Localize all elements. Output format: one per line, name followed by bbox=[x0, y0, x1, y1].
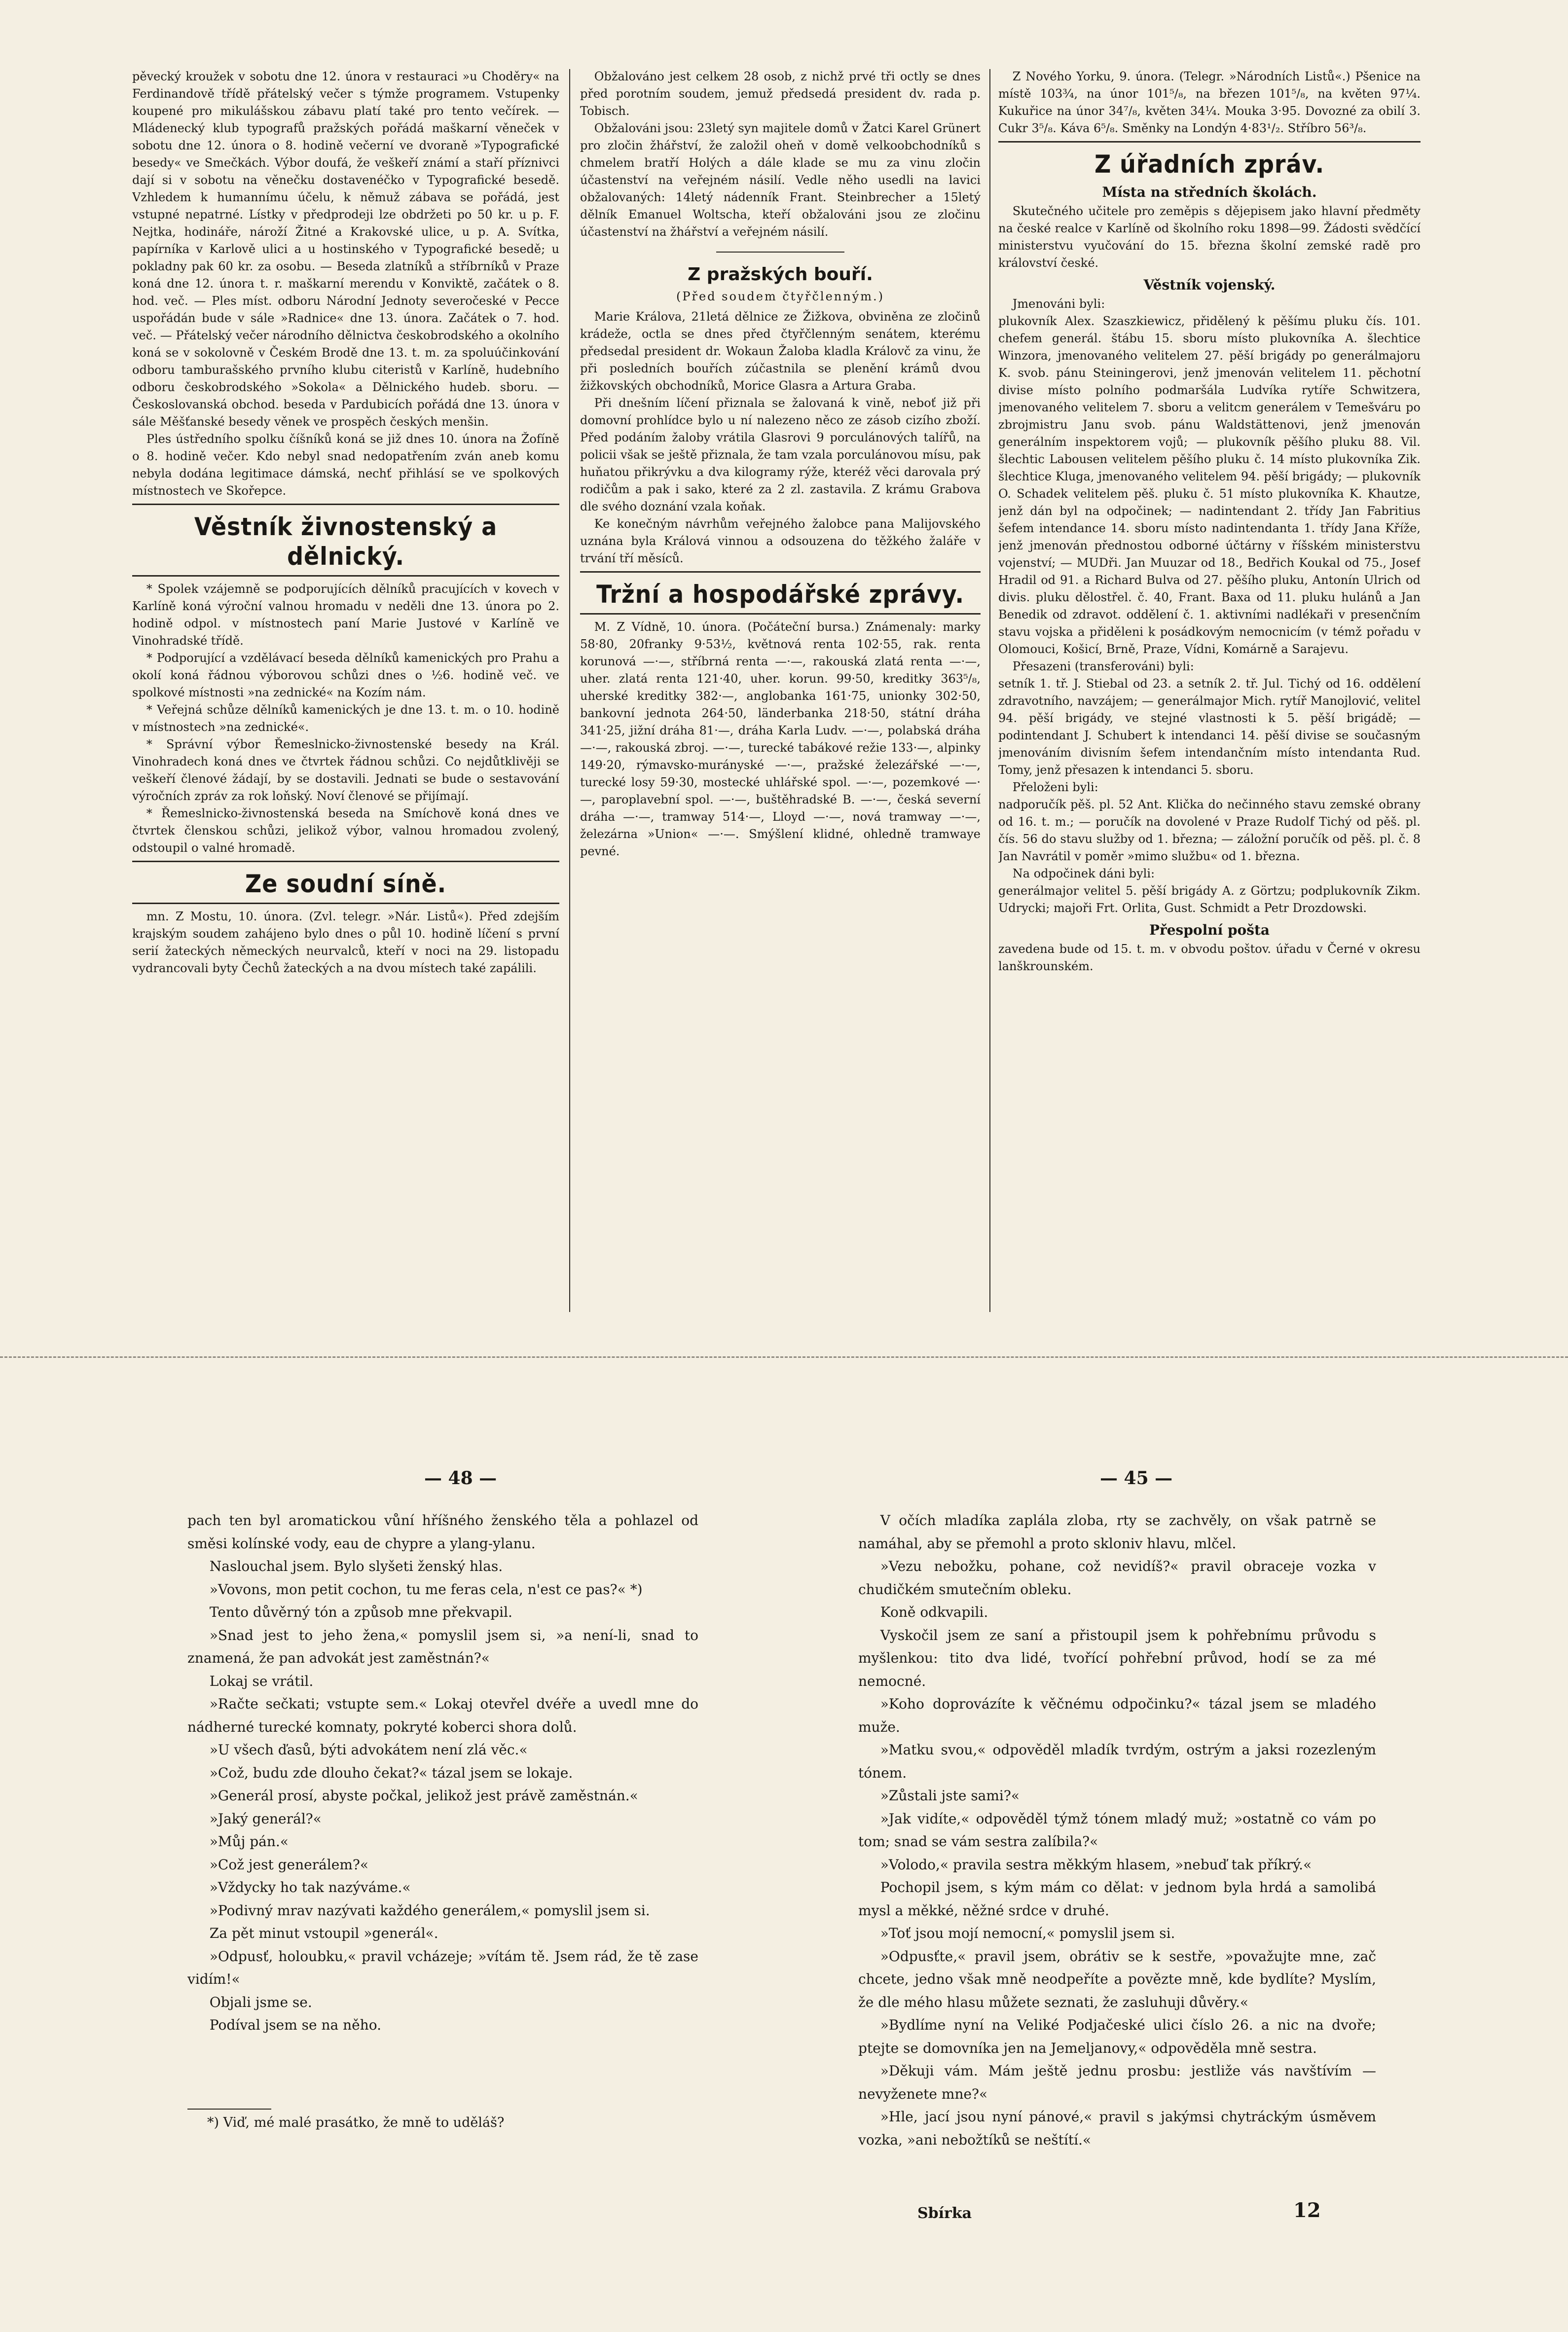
signature-number: 12 bbox=[1293, 2199, 1321, 2222]
subheading-post: Přespolní pošta bbox=[1149, 922, 1270, 938]
column-2 bbox=[580, 68, 981, 1331]
novel-paragraph: »Jaký generál?« bbox=[209, 1810, 322, 1827]
novel-paragraph: V očích mladíka zaplála zloba, rty se zachvěly, on však patrně se namáhal, aby se přemohl a proto skloniv hlavu, mlčel. bbox=[858, 1512, 1376, 1552]
trades-item: * Spolek vzájemně se podporujících dělníků pracujících v kovech v Karlíně koná výroční valnou hromadu v neděli dne 13. února po 2. hodině odpol. v místnostech paní Marie Justové v Karlíně ve Vinohradské třídě. bbox=[132, 582, 559, 648]
military-text: nadporučík pěš. pl. 52 Ant. Klička do nečinného stavu zemské obrany od 16. t. m.; — poručík na dovolené v Praze Rudolf Tichý od pěš. pl. čís. 56 do stavu služby od 1. března; — záložní poručík od pěš. pl. č. 8 Jan Navrátil v poměr »mimo službu« od 1. března. bbox=[998, 798, 1421, 863]
novel-paragraph: »Jak vidíte,« odpověděl týmž tónem mladý muž; »ostatně co vám po tom; snad se vám sestra zalíbila?« bbox=[858, 1810, 1376, 1850]
section-rule bbox=[580, 571, 981, 573]
novel-paragraph: »Zůstali jste sami?« bbox=[880, 1787, 1020, 1804]
section-heading-court: Ze soudní síně. bbox=[245, 870, 447, 898]
riots-text: Marie Králova, 21letá dělnice ze Žižkova, obviněna ze zločinů krádeže, octla se dnes před čtyřčlenným senátem, kterému předsedal president dr. Wokaun Žaloba kladla Královč za vinu, že při posledních bouřích zúčastnila se plenění krámů dvou žižkovských obchodníků, Morice Glasra a Artura Graba. bbox=[580, 310, 981, 393]
column-1 bbox=[132, 68, 559, 1331]
military-label: Přeloženi byli: bbox=[1012, 780, 1098, 794]
military-text: generálmajor velitel 5. pěší brigády A. z Görtzu; podplukovník Zikm. Udrycki; majoři Frt. Orlita, Gust. Schmidt a Petr Drozdowski. bbox=[998, 884, 1421, 915]
footnote-rule bbox=[187, 2109, 271, 2110]
section-rule bbox=[132, 903, 559, 904]
novel-paragraph: »Děkuji vám. Mám ještě jednu prosbu: jestliže vás navštívím — nevyženete mne?« bbox=[858, 2063, 1376, 2102]
novel-paragraph: Tento důvěrný tón a způsob mne překvapil. bbox=[209, 1604, 512, 1620]
novel-paragraph: Pochopil jsem, s kým mám co dělat: v jednom byla hrdá a samolibá mysl a měkké, něžné srdce v druhé. bbox=[858, 1879, 1376, 1919]
section-rule bbox=[132, 575, 559, 577]
riots-text: Ke konečným návrhům veřejného žalobce pana Malijovského uznána byla Králová vinnou a odsouzena do těžkého žaláře v trvání tří měsíců. bbox=[580, 517, 981, 565]
novel-paragraph: »Vždycky ho tak nazýváme.« bbox=[209, 1879, 411, 1895]
military-label: Jmenováni byli: bbox=[1012, 297, 1105, 311]
novel-paragraph: »Volodo,« pravila sestra měkkým hlasem, »nebuď tak příkrý.« bbox=[880, 1856, 1312, 1873]
trades-item: * Správní výbor Řemeslnicko-živnostenské besedy na Král. Vinohradech koná dnes ve čtvrtek řádnou schůzi. Co nejdůtklivěji se veškeří členové žádají, by se dostavili. Jednati se bude o sestavování výročních zpráv za rok loňský. Noví členové se přijímají. bbox=[132, 737, 559, 803]
post-text: zavedena bude od 15. t. m. v obvodu poštov. úřadu v Černé v okresu lanškrounském. bbox=[998, 942, 1421, 973]
novel-paragraph: »Hle, jací jsou nyní pánové,« pravil s jakýmsi chytráckým úsměvem vozka, »ani nebožtíků se neštítí.« bbox=[858, 2109, 1376, 2148]
schools-text: Skutečného učitele pro zeměpis s dějepisem jako hlavní předměty na české realce v Karlíně od školního roku 1898—99. Žádosti svědčící ministerstvu vyučování do 15. března školní zemské radě pro království české. bbox=[998, 204, 1421, 270]
military-label: Přesazeni (transferováni) byli: bbox=[1012, 659, 1194, 673]
novel-paragraph: »Odpusť, holoubku,« pravil vcházeje; »vítám tě. Jsem rád, že tě zase vidím!« bbox=[187, 1948, 698, 1987]
trades-item: * Řemeslnicko-živnostenská beseda na Smíchově koná dnes ve čtvrtek členskou schůzi, jelikož výbor, valnou hromadou zvolený, odstoupil o valné hromadě. bbox=[132, 806, 559, 855]
page-number-left: — 48 — bbox=[424, 1468, 497, 1489]
novel-paragraph: »Což jest generálem?« bbox=[209, 1856, 369, 1873]
novel-paragraph: »Vovons, mon petit cochon, tu me feras cela, n'est ce pas?« *) bbox=[209, 1581, 643, 1598]
riots-text: Při dnešním líčení přiznala se žalovaná k vině, neboť již při domovní prohlídce bylo u ní nalezeno něco ze zásob cizího zboží. Před podáním žaloby vrátila Glasrovi 9 porculánových talířů, na policii však se ještě přiznala, že tam vzala porculánovou mísu, pak huňatou přikrývku a dva kilogramy rýže, kteréž věci darovala prý rodičům a pak i sako, které za 2 zl. zastavila. Z krámu Grabova dle svého doznání vzala koňak. bbox=[580, 396, 981, 513]
fold-line bbox=[0, 1356, 1568, 1358]
novel-paragraph: Za pět minut vstoupil »generál«. bbox=[209, 1925, 438, 1941]
section-heading-trades: Věstník živnostenský a dělnický. bbox=[194, 512, 498, 571]
novel-paragraph: »Matku svou,« odpověděl mladík tvrdým, ostrým a jaksi rozezleným tónem. bbox=[858, 1742, 1376, 1781]
novel-paragraph: »Generál prosí, abyste počkal, jelikož jest právě zaměstnán.« bbox=[209, 1787, 638, 1804]
novel-paragraph: »Toť jsou mojí nemocní,« pomyslil jsem si. bbox=[880, 1925, 1175, 1941]
military-text: plukovník Alex. Szaszkiewicz, přidělený k pěšímu pluku čís. 101. chefem generál. štábu 15. sboru místo plukovníka A. šlechtice Winzora, jmenovaného velitelem 27. pěší brigády po generálmajoru K. svob. pánu Steiningerovi, jenž jmenován velitelem 11. pěchotní divise místo polního podmaršála Ludvíka rytíře Schwitzera, jmenovaného velitelem 7. sboru a velitcm generálem v Temešváru po zbrojmistru Janu svob. pánu Waldstättenovi, jenž jmenován generálním inspektorem vojů; — plukovník pěšího pluku 88. Vil. šlechtic Labousen velitelem pěšího pluku č. 14 místo plukovníka Zik. šlechtice Kluga, jmenovaného velitelem 94. pěší brigády; — plukovník O. Schadek velitelem pěš. pluku č. 51 místo plukovníka K. Khautze, jenž dán byl na odpočinek; — nadintendant 2. třídy Jan Fabritius šefem intendance 14. sboru místo nadintendanta 1. třídy Jana Kříže, jenž jmenován přednostou odborné účtárny v říšském ministerstvu vojenství; — MUDři. Jan Muuzar od 18., Bedřich Koukal od 75., Josef Hradil od 91. a Richard Bulva od 27. pěšího pluku, Antonín Ulrich od divis. pluku dělostřel. č. 40, Frant. Baxa od 11. pluku hulánů a Jan Benedik od zdravot. oddělení č. 1. aktivními nadlékaři v presenčním stavu vojska a přiděleni k posádkovým nemocnicím (v témž pořadu v Olomouci, Košicí, Brně, Praze, Vídni, Komárně a Sarajevu. bbox=[998, 314, 1421, 656]
ball-notice: Ples ústředního spolku číšníků koná se již dnes 10. února na Žofíně o 8. hodině večer. Kdo nebyl snad nedopatřením zván aneb komu nebyla dodána legitimace dámská, nechť přihlásí se ve spolkových místnostech ve Skořepce. bbox=[132, 432, 559, 498]
column-3 bbox=[998, 68, 1421, 1331]
trial-text: Obžalováno jest celkem 28 osob, z nichž prvé tři octly se dnes před porotním soudem, jemuž předsedá president dv. rada p. Tobisch. bbox=[580, 70, 981, 118]
novel-paragraph: Objali jsme se. bbox=[209, 1994, 312, 2010]
section-heading-official: Z úřadních zpráv. bbox=[1094, 150, 1325, 179]
novel-paragraph: »Odpusťte,« pravil jsem, obrátiv se k sestře, »považujte mne, zač chcete, jedno však mně neodpeříte a povězte mně, kde bydlíte? Myslím, že dle mého hlasu můžete seznati, že zasluhuji důvěry.« bbox=[858, 1948, 1376, 2010]
novel-paragraph: »U všech ďasů, býti advokátem není zlá věc.« bbox=[209, 1742, 528, 1758]
novel-paragraph: pach ten byl aromatickou vůní hříšného ženského těla a pohlazel od směsi kolínské vody, eau de chypre a ylang-ylanu. bbox=[187, 1512, 698, 1552]
military-text: setník 1. tř. J. Stiebal od 23. a setník 2. tř. Jul. Tichý od 16. oddělení zdravotního, navzájem; — generálmajor Mich. rytíř Manojlović, velitel 94. pěší brigády, ve stejné vlastnosti k 5. pěší brigádě; — podintendant J. Schubert k intendanci 14. pěší divise se současným jmenováním divisním šefem intendančním místo intendanta Rud. Tomy, jenž přesazen k intendanci 5. sboru. bbox=[998, 677, 1421, 777]
novel-paragraph: Vyskočil jsem ze saní a přistoupil jsem k pohřebnímu průvodu s myšlenkou: tito dva lidé, tvořící pohřební průvod, hodí se za mé nemocné. bbox=[858, 1627, 1376, 1689]
novel-paragraph: »Podivný mrav nazývati každého generálem,« pomyslil jsem si. bbox=[209, 1902, 650, 1919]
novel-paragraph: »Můj pán.« bbox=[209, 1833, 289, 1850]
novel-paragraph: »Což, budu zde dlouho čekat?« tázal jsem se lokaje. bbox=[209, 1764, 573, 1781]
riots-caption: (Před soudem čtyřčlenným.) bbox=[676, 290, 884, 303]
novel-paragraph: »Bydlíme nyní na Veliké Podjačeské ulici číslo 26. a nic na dvoře; ptejte se domovníka jen na Jemeljanovy,« odpověděla mně sestra. bbox=[858, 2017, 1376, 2056]
subheading-schools: Místa na středních školách. bbox=[1102, 184, 1317, 200]
section-heading-market: Tržní a hospodářské zprávy. bbox=[596, 580, 964, 609]
section-rule bbox=[132, 861, 559, 862]
novel-paragraph: Podíval jsem se na něho. bbox=[209, 2017, 382, 2033]
military-label: Na odpočinek dáni byli: bbox=[1012, 867, 1155, 880]
novel-paragraph: Koně odkvapili. bbox=[880, 1604, 988, 1620]
section-rule bbox=[580, 613, 981, 615]
novel-paragraph: »Koho doprovázíte k věčnému odpočinku?« tázal jsem se mladého muže. bbox=[858, 1696, 1376, 1735]
subheading-military: Věstník vojenský. bbox=[1143, 277, 1276, 293]
novel-paragraph: Lokaj se vrátil. bbox=[209, 1673, 314, 1689]
novel-paragraph: »Snad jest to jeho žena,« pomyslil jsem si, »a není-li, snad to znamená, že pan advokát jest zaměstnán?« bbox=[187, 1627, 698, 1666]
page-number-right: — 45 — bbox=[1100, 1468, 1173, 1489]
novel-paragraph: »Račte sečkati; vstupte sem.« Lokaj otevřel dvéře a uvedl mne do nádherné turecké komnaty, pokryté koberci shora dolů. bbox=[187, 1696, 698, 1735]
court-report: mn. Z Mostu, 10. února. (Zvl. telegr. »Nár. Listů«). Před zdejším krajským soudem zahájeno bylo dnes o půl 10. hodině líčení s první serií žateckých německých neurvalců, kteří v noci na 29. listopadu vydrancovali byty Čechů žateckých a na dvou místech také zapálili. bbox=[132, 910, 559, 975]
column-rule-2 bbox=[989, 69, 990, 1312]
society-news-text: pěvecký kroužek v sobotu dne 12. února v restauraci »u Choděry« na Ferdinandově třídě přátelský večer s týmže programem. Vstupenky koupené pro mikulášskou zábavu platí také pro tento večírek. — Mládenecký klub typografů pražských pořádá maškarní věneček v sobotu dne 12. února o 8. hodině večerní ve dvoraně »Typografické besedy« ve Smečkách. Výbor doufá, že veškeří známí a staří příznivci dají si v sobotu na věnečku dostavenéčko v Typografické besedě. Vzhledem k humannímu účelu, k němuž zábava se pořádá, jest vstupné nepatrné. Lístky v předprodeji lze obdržeti po 50 kr. u p. F. Nejtka, hodináře, nároží Žitné a Krakovské ulice, u p. A. Svítka, papírníka v Karlově ulici a u hostinského v Typografické besedě; u pokladny pak 60 kr. za osobu. — Beseda zlatníků a stříbrníků v Praze koná dne 12. února t. r. maškarní merendu v Konviktě, začátek o 8. hod. več. — Ples míst. odboru Národní Jednoty severočeské v Pecce uspořádán bude v sále »Radnice« dne 13. února. Začátek o 7. hod. več. — Přátelský večer národního dělnictva českobrodského a okolního koná se v sokolovně v Českém Brodě dne 13. t. m. za spoluúčinkování odboru tamburašského prvního klubu citeristů v Karlíně, hudebního odboru českobrodského »Sokola« a Dělnického hudeb. sboru. — Českoslovanská obchod. beseda v Pardubicích pořádá dne 13. února v sále Měšťanské besedy věnek ve prospěch českých menšin. bbox=[132, 70, 559, 429]
section-heading-riots: Z pražských bouří. bbox=[688, 264, 873, 285]
trades-item: * Podporující a vzdělávací beseda dělníků kamenických pro Prahu a okolí koná řádnou výborovou schůzi dnes o ½6. hodině več. ve spolkové místnosti »na zednické« na Kozím nám. bbox=[132, 651, 559, 699]
trial-text: Obžalováni jsou: 23letý syn majitele domů v Žatci Karel Grünert pro zločin žhářství, že založil oheň v domě velkoobchodníků s chmelem bratří Holých a dále klade se mu za vinu zločin účastenství na veřejném násilí. Vedle něho usedli na lavici obžalovaných: 14letý nádenník Frant. Steinbrecher a 15letý dělník Emanuel Woltscha, kteří obžalováni jsou ze zločinu účastenství na žhářství a veřejném násilí. bbox=[580, 121, 981, 239]
section-rule bbox=[998, 141, 1421, 143]
novel-paragraph: Naslouchal jsem. Bylo slyšeti ženský hlas. bbox=[209, 1558, 503, 1574]
short-rule bbox=[716, 252, 844, 253]
footnote: *) Viď, mé malé prasátko, že mně to uděláš? bbox=[207, 2115, 505, 2130]
novel-right-page bbox=[858, 1509, 1376, 2190]
trades-item: * Veřejná schůze dělníků kamenických je dne 13. t. m. o 10. hodině v místnostech »na zednické«. bbox=[132, 703, 559, 734]
signature-mark: Sbírka bbox=[917, 2205, 972, 2222]
column-rule-1 bbox=[569, 69, 570, 1312]
novel-paragraph: »Vezu nebožku, pohane, což nevidíš?« pravil obraceje vozka v chudičkém smutečním obleku. bbox=[858, 1558, 1376, 1598]
novel-left-page bbox=[187, 1509, 698, 2101]
newyork-report: Z Nového Yorku, 9. února. (Telegr. »Národních Listů«.) Pšenice na místě 103¾, na únor 101⁵/₈, na březen 101⁵/₈, na květen 97¼. Kukuřice na únor 34⁷/₈, květen 34¼. Mouka 3·95. Dovozné za obilí 3. Cukr 3⁵/₈. Káva 6⁵/₈. Směnky na Londýn 4·83¹/₂. Stříbro 56³/₈. bbox=[998, 70, 1421, 135]
market-report: M. Z Vídně, 10. února. (Počáteční bursa.) Známenaly: marky 58·80, 20franky 9·53½, květnová renta 102·55, rak. renta korunová —·—, stříbrná renta —·—, rakouská zlatá renta —·—, uher. zlatá renta 121·40, uher. korun. 99·50, kreditky 363⁵/₈, uherské kreditky 382·—, anglobanka 161·75, unionky 302·50, bankovní jednota 264·50, länderbanka 218·50, státní dráha 341·25, jižní dráha 81·—, dráha Karla Ludv. —·—, polabská dráha —·—, rakouská zbroj. —·—, turecké tabákové režie 133·—, alpinky 149·20, rýmavsko-murányské —·—, pražské železářské —·—, turecké losy 59·30, mostecké uhlářské spol. —·—, pozemkové —·—, paroplavební spol. —·—, buštěhradské B. —·—, česká severní dráha —·—, tramway 514·—, Lloyd —·—, nová tramway —·—, železárna »Union« —·—. Smýšlení klidné, ohledně tramwaye pevné. bbox=[580, 620, 981, 858]
section-rule bbox=[132, 504, 559, 505]
